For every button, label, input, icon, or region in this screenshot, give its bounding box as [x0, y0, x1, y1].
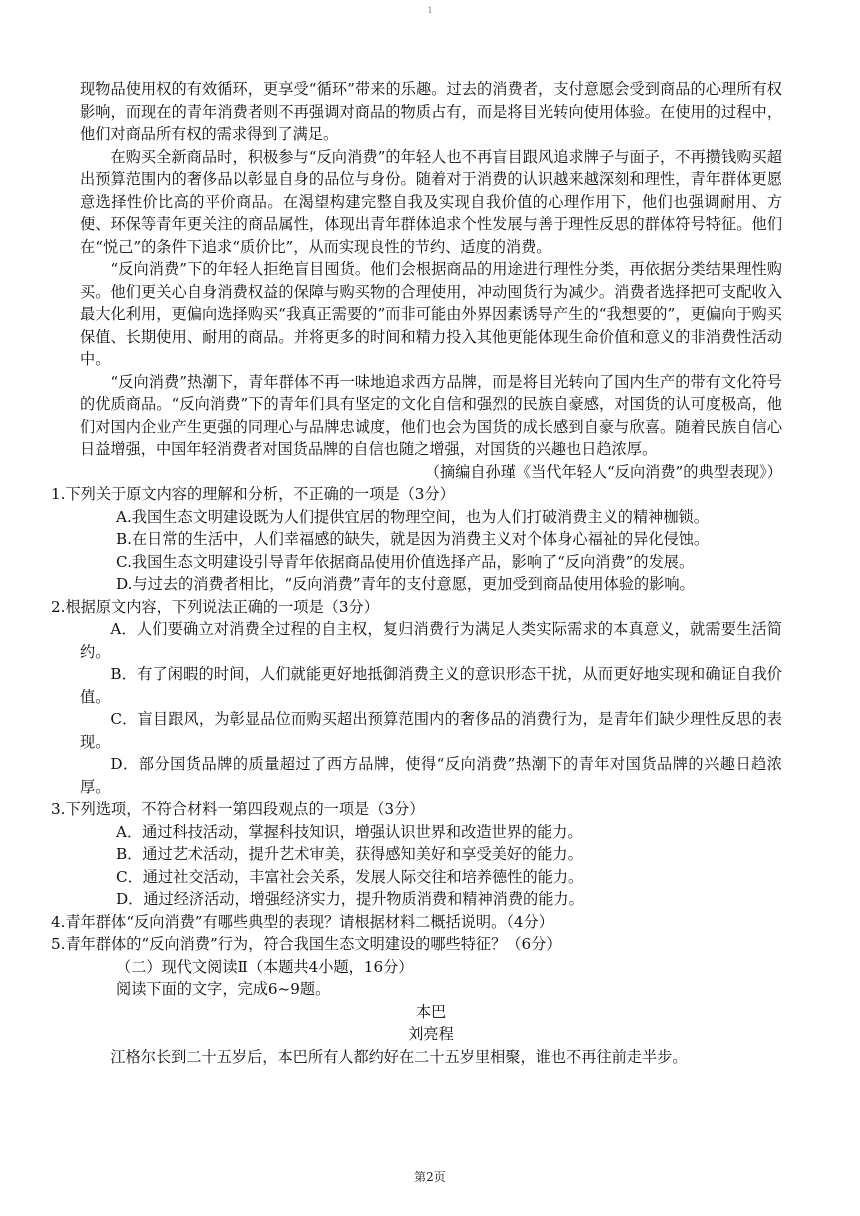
passage-paragraph-3: “反向消费”下的年轻人拒绝盲目囤货。他们会根据商品的用途进行理性分类，再依据分类结果理性购买。他们更关心自身消费权益的保障与购买物的合理使用，冲动囤货行为减少。消费者选择把可支配收入最大化利用，更偏向选择购买“我真正需要的”而非可能由外界因素诱导产生的“我想要的”，更偏向于购买保值、长期使用、耐用的商品。并将更多的时间和精力投入其他更能体现生命价值和意义的非消费性活动中。: [80, 260, 782, 368]
question-3-stem: 3.下列选项，不符合材料一第四段观点的一项是（3分）: [51, 800, 425, 818]
story-author: 刘亮程: [408, 1025, 454, 1043]
question-3-option-d: D．通过经济活动，增强经济实力，提升物质消费和精神消费的能力。: [116, 890, 584, 908]
question-2-option-b: B．有了闲暇的时间，人们就能更好地抵御消费主义的意识形态干扰，从而更好地实现和确证自我价值。: [80, 665, 782, 706]
document-page: [51, 78, 782, 1068]
question-3-option-b: B．通过艺术活动，提升艺术审美，获得感知美好和享受美好的能力。: [116, 845, 583, 863]
question-3-option-a: A．通过科技活动，掌握科技知识，增强认识世界和改造世界的能力。: [116, 822, 583, 841]
question-1-option-c: C.我国生态文明建设引导青年依据商品使用价值选择产品，影响了“反向消费”的发展。: [116, 552, 695, 571]
question-2-option-a: A．人们要确立对消费全过程的自主权，复归消费行为满足人类实际需求的本真意义，就需要生活简约。: [80, 620, 782, 661]
story-title: 本巴: [415, 1002, 447, 1021]
passage-paragraph-1: 现物品使用权的有效循环，更享受“循环”带来的乐趣。过去的消费者，支付意愿会受到商品的心理所有权影响，而现在的青年消费者则不再强调对商品的物质占有，而是将目光转向使用体验。在使用的过程中，他们对商品所有权的需求得到了满足。: [80, 80, 782, 143]
section-2-heading: （二）现代文阅读Ⅱ（本题共4小题，16分）: [116, 957, 414, 976]
section-2-instruction: 阅读下面的文字，完成6~9题。: [116, 980, 331, 998]
question-4-stem: 4.青年群体“反向消费”有哪些典型的表现？请根据材料二概括说明。（4分）: [51, 912, 554, 931]
question-3-option-c: C．通过社交活动，丰富社会关系，发展人际交往和培养德性的能力。: [116, 867, 584, 886]
question-2-stem: 2.根据原文内容，下列说法正确的一项是（3分）: [51, 597, 379, 616]
question-2-option-c: C．盲目跟风，为彰显品位而购买超出预算范围内的奢侈品的消费行为，是青年们缺少理性反思的表现。: [80, 710, 782, 751]
story-first-line: 江格尔长到二十五岁后，本巴所有人都约好在二十五岁里相聚，谁也不再往前走半步。: [110, 1047, 688, 1066]
passage-paragraph-2: 在购买全新商品时，积极参与“反向消费”的年轻人也不再盲目跟风追求牌子与面子，不再攒钱购买超出预算范围内的奢侈品以彰显自身的品位与身份。随着对于消费的认识越来越深刻和理性，青年群体更愿意选择性价比高的平价商品。在渴望构建完整自我及实现自我价值的心理作用下，他们也强调耐用、方便、环保等青年更关注的商品属性，体现出青年群体追求个性发展与善于理性反思的群体符号特征。他们在“悦己”的条件下追求“质价比”，从而实现良性的节约、适度的消费。: [80, 147, 782, 256]
question-1-option-b: B.在日常的生活中，人们幸福感的缺失，就是因为消费主义对个体身心福祉的异化侵蚀。: [116, 530, 710, 548]
page-top-mark: 1: [427, 6, 433, 15]
question-1-option-d: D.与过去的消费者相比，“反向消费”青年的支付意愿，更加受到商品使用体验的影响。: [116, 575, 695, 593]
page-number: 第2页: [414, 1170, 446, 1184]
question-1-stem: 1.下列关于原文内容的理解和分析，不正确的一项是（3分）: [51, 485, 455, 503]
question-2-option-d: D．部分国货品牌的质量超过了西方品牌，使得“反向消费”热潮下的青年对国货品牌的兴趣日趋浓厚。: [80, 755, 782, 796]
passage-paragraph-4: “反向消费”热潮下，青年群体不再一味地追求西方品牌，而是将目光转向了国内生产的带有文化符号的优质商品。“反向消费”下的青年们具有坚定的文化自信和强烈的民族自豪感，对国货的认可度极高，他们对国内企业产生更强的同理心与品牌忠诚度，他们也会为国货的成长感到自豪与欣喜。随着民族自信心日益增强，中国年轻消费者对国货品牌的自信也随之增强，对国货的兴趣也日趋浓厚。: [80, 372, 782, 458]
passage-source: （摘编自孙瑾《当代年轻人“反向消费”的典型表现》）: [424, 462, 782, 481]
question-5-stem: 5.青年群体的“反向消费”行为，符合我国生态文明建设的哪些特征？（6分）: [51, 935, 562, 953]
question-1-option-a: A.我国生态文明建设既为人们提供宜居的物理空间，也为人们打破消费主义的精神枷锁。: [116, 507, 709, 526]
